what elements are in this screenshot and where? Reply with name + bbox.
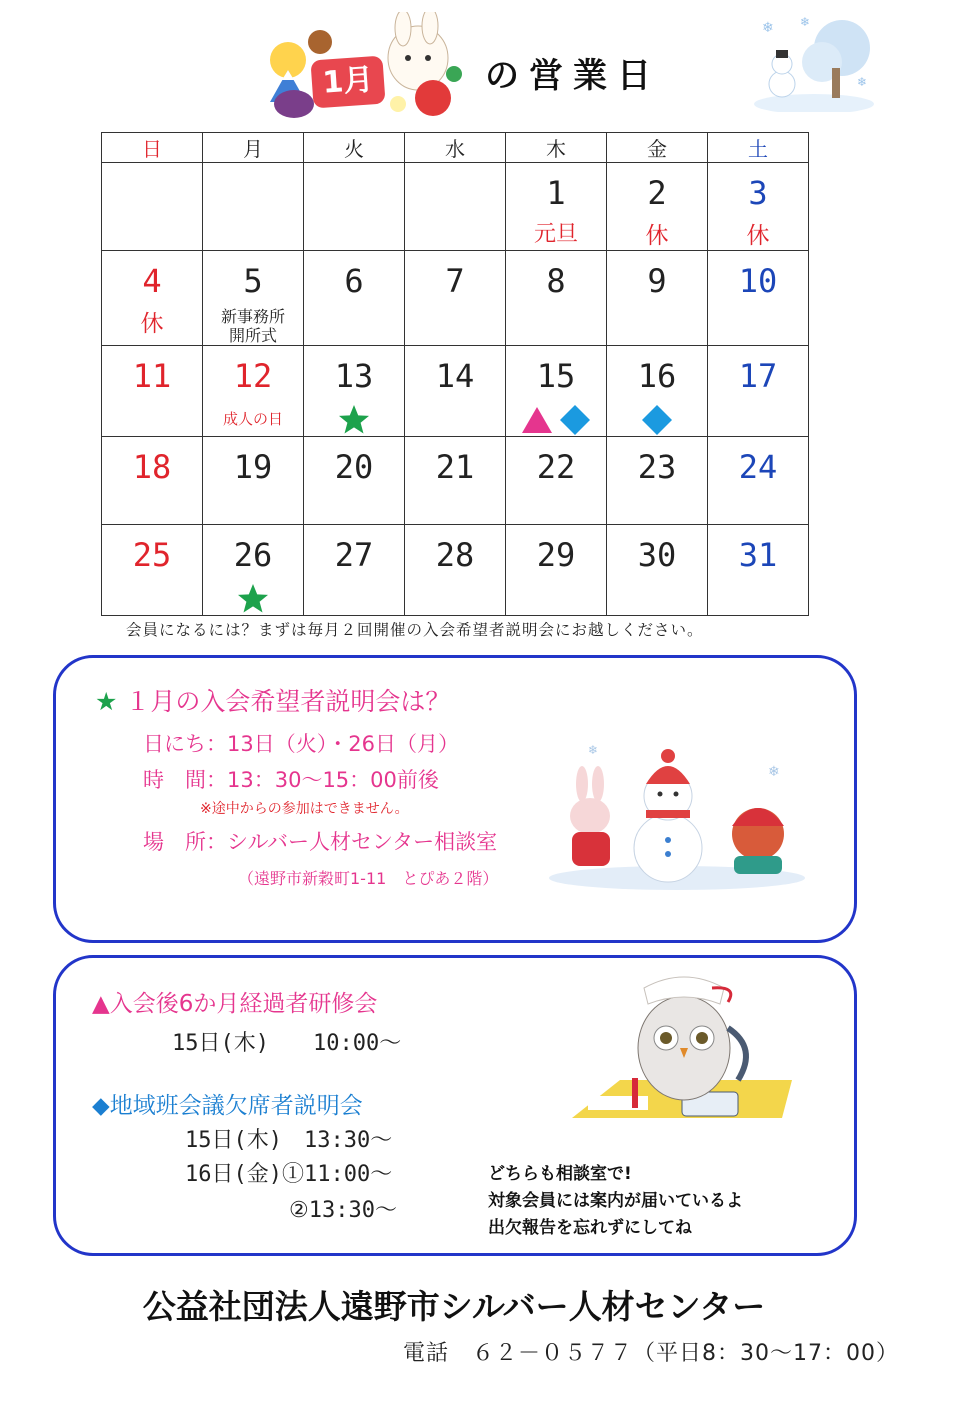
day-number: 5: [243, 262, 263, 300]
snowy-tree-icon: [752, 12, 877, 112]
message-line: どちらも相談室で!: [488, 1164, 632, 1184]
page-title: の営業日: [485, 56, 661, 96]
message-line: 対象会員には案内が届いているよ: [488, 1191, 743, 1211]
calendar-day-cell: [607, 525, 708, 616]
weekday-header: 火: [304, 133, 405, 163]
briefing-heading-text: １月の入会希望者説明会は？: [125, 687, 451, 716]
snowman-friends-icon: [548, 728, 806, 890]
day-number: 6: [344, 262, 364, 300]
day-number: 1: [546, 174, 566, 212]
day-number: 30: [637, 536, 677, 574]
calendar-day-cell: [102, 163, 203, 251]
weekday-header: 木: [506, 133, 607, 163]
calendar-day-cell: [304, 437, 405, 525]
svg-text:❄: ❄: [768, 764, 780, 780]
calendar-day-cell: [203, 163, 304, 251]
consultation-message: [488, 1161, 743, 1242]
calendar-week-row: [102, 163, 809, 251]
day-number: 22: [536, 448, 576, 486]
training-schedule: 15日(木) 10:00～: [172, 1031, 402, 1056]
calendar-day-cell: [607, 437, 708, 525]
star-icon: [237, 583, 269, 615]
day-number: 29: [536, 536, 576, 574]
triangle-icon: [521, 404, 553, 436]
event-marks: [304, 404, 404, 436]
calendar-day-cell: [405, 251, 506, 346]
calendar-day-cell: [506, 525, 607, 616]
calendar-day-cell: [708, 346, 809, 437]
day-number: 9: [647, 262, 667, 300]
calendar-day-cell: [405, 346, 506, 437]
calendar-table: [101, 132, 809, 616]
organization-name: 公益社団法人遠野市シルバー人材センター: [142, 1287, 766, 1326]
day-number: 23: [637, 448, 677, 486]
absence-schedule-line: 15日(木) 13:30～: [185, 1128, 393, 1153]
calendar-day-cell: [203, 525, 304, 616]
day-number: 25: [132, 536, 172, 574]
diamond-icon: [559, 404, 591, 436]
absence-heading: ◆地域班会議欠席者説明会: [92, 1093, 363, 1119]
day-number: 20: [334, 448, 374, 486]
calendar-day-cell: [405, 437, 506, 525]
calendar-day-cell: [405, 163, 506, 251]
day-note: 元旦: [533, 222, 578, 247]
day-number: 17: [738, 357, 778, 395]
owl-phone-illustration: [552, 968, 797, 1153]
day-note: 新事務所 開所式: [220, 307, 285, 345]
weekday-header-row: [102, 133, 809, 163]
calendar-day-cell: [506, 437, 607, 525]
briefing-heading: [95, 682, 450, 718]
calendar-day-cell: [203, 346, 304, 437]
svg-text:❄: ❄: [800, 15, 811, 29]
calendar-day-cell: [708, 163, 809, 251]
calendar-day-cell: [304, 525, 405, 616]
snowman-illustration: [752, 12, 877, 112]
day-number: 4: [142, 262, 162, 300]
weekday-header: 月: [203, 133, 304, 163]
calendar-day-cell: [102, 251, 203, 346]
day-number: 14: [435, 357, 475, 395]
calendar-day-cell: [607, 163, 708, 251]
calendar-day-cell: [506, 251, 607, 346]
calendar-week-row: [102, 525, 809, 616]
day-number: 28: [435, 536, 475, 574]
svg-text:❄: ❄: [857, 75, 868, 89]
day-number: 12: [233, 357, 273, 395]
calendar-week-row: [102, 346, 809, 437]
winter-animals-illustration: [548, 728, 806, 890]
day-number: 19: [233, 448, 273, 486]
briefing-date: 日にち：13日（火）・26日（月）: [143, 732, 459, 756]
day-note: 休: [746, 223, 770, 249]
calendar-day-cell: [506, 346, 607, 437]
day-number: 27: [334, 536, 374, 574]
weekday-header: 日: [102, 133, 203, 163]
day-number: 2: [647, 174, 667, 212]
calendar-day-cell: [102, 437, 203, 525]
day-number: 26: [233, 536, 273, 574]
phone-info: 電話 ６２－０５７７（平日8：30～17：00）: [403, 1341, 899, 1366]
briefing-time: 時 間：13：30～15：00前後: [143, 768, 439, 792]
training-heading: ▲入会後6か月経過者研修会: [92, 991, 378, 1017]
day-number: 18: [132, 448, 172, 486]
calendar-day-cell: [708, 525, 809, 616]
day-number: 13: [334, 357, 374, 395]
day-number: 24: [738, 448, 778, 486]
day-number: 7: [445, 262, 465, 300]
calendar-day-cell: [607, 251, 708, 346]
svg-text:❄: ❄: [588, 743, 599, 757]
day-note: 休: [645, 223, 669, 249]
star-icon: ★: [95, 687, 118, 716]
calendar-day-cell: [607, 346, 708, 437]
intro-text: 会員になるには？まずは毎月２回開催の入会希望者説明会にお越しください。: [126, 621, 704, 639]
calendar-day-cell: [708, 251, 809, 346]
day-number: 16: [637, 357, 677, 395]
briefing-place: 場 所：シルバー人材センター相談室: [143, 830, 498, 854]
calendar-day-cell: [304, 251, 405, 346]
event-marks: [607, 404, 707, 436]
absence-schedule-line: ②13:30～: [289, 1198, 397, 1223]
event-marks: [203, 583, 303, 615]
calendar-week-row: [102, 251, 809, 346]
diamond-icon: [641, 404, 673, 436]
calendar-day-cell: [203, 251, 304, 346]
owl-telephone-icon: [552, 968, 797, 1153]
message-line: 出欠報告を忘れずにしてね: [488, 1218, 692, 1238]
day-number: 21: [435, 448, 475, 486]
svg-text:❄: ❄: [762, 20, 774, 36]
day-number: 8: [546, 262, 566, 300]
calendar-day-cell: [304, 163, 405, 251]
day-number: 31: [738, 536, 778, 574]
calendar-day-cell: [102, 346, 203, 437]
weekday-header: 金: [607, 133, 708, 163]
calendar-day-cell: [405, 525, 506, 616]
day-number: 10: [738, 262, 778, 300]
briefing-address: （遠野市新穀町1-11 とぴあ２階）: [238, 869, 499, 888]
calendar-day-cell: [203, 437, 304, 525]
weekday-header: 土: [708, 133, 809, 163]
calendar-day-cell: [708, 437, 809, 525]
star-icon: [338, 404, 370, 436]
calendar-day-cell: [102, 525, 203, 616]
day-number: 15: [536, 357, 576, 395]
calendar-day-cell: [506, 163, 607, 251]
day-number: 3: [748, 174, 768, 212]
calendar-week-row: [102, 437, 809, 525]
day-note: 休: [140, 311, 164, 337]
month-badge: 1月: [310, 56, 385, 109]
day-note: 成人の日: [222, 410, 283, 428]
absence-schedule-line: 16日(金)①11:00～: [185, 1162, 393, 1187]
calendar-day-cell: [304, 346, 405, 437]
briefing-note: ※途中からの参加はできません。: [200, 801, 409, 817]
day-number: 11: [132, 357, 172, 395]
weekday-header: 水: [405, 133, 506, 163]
event-marks: [506, 404, 606, 436]
